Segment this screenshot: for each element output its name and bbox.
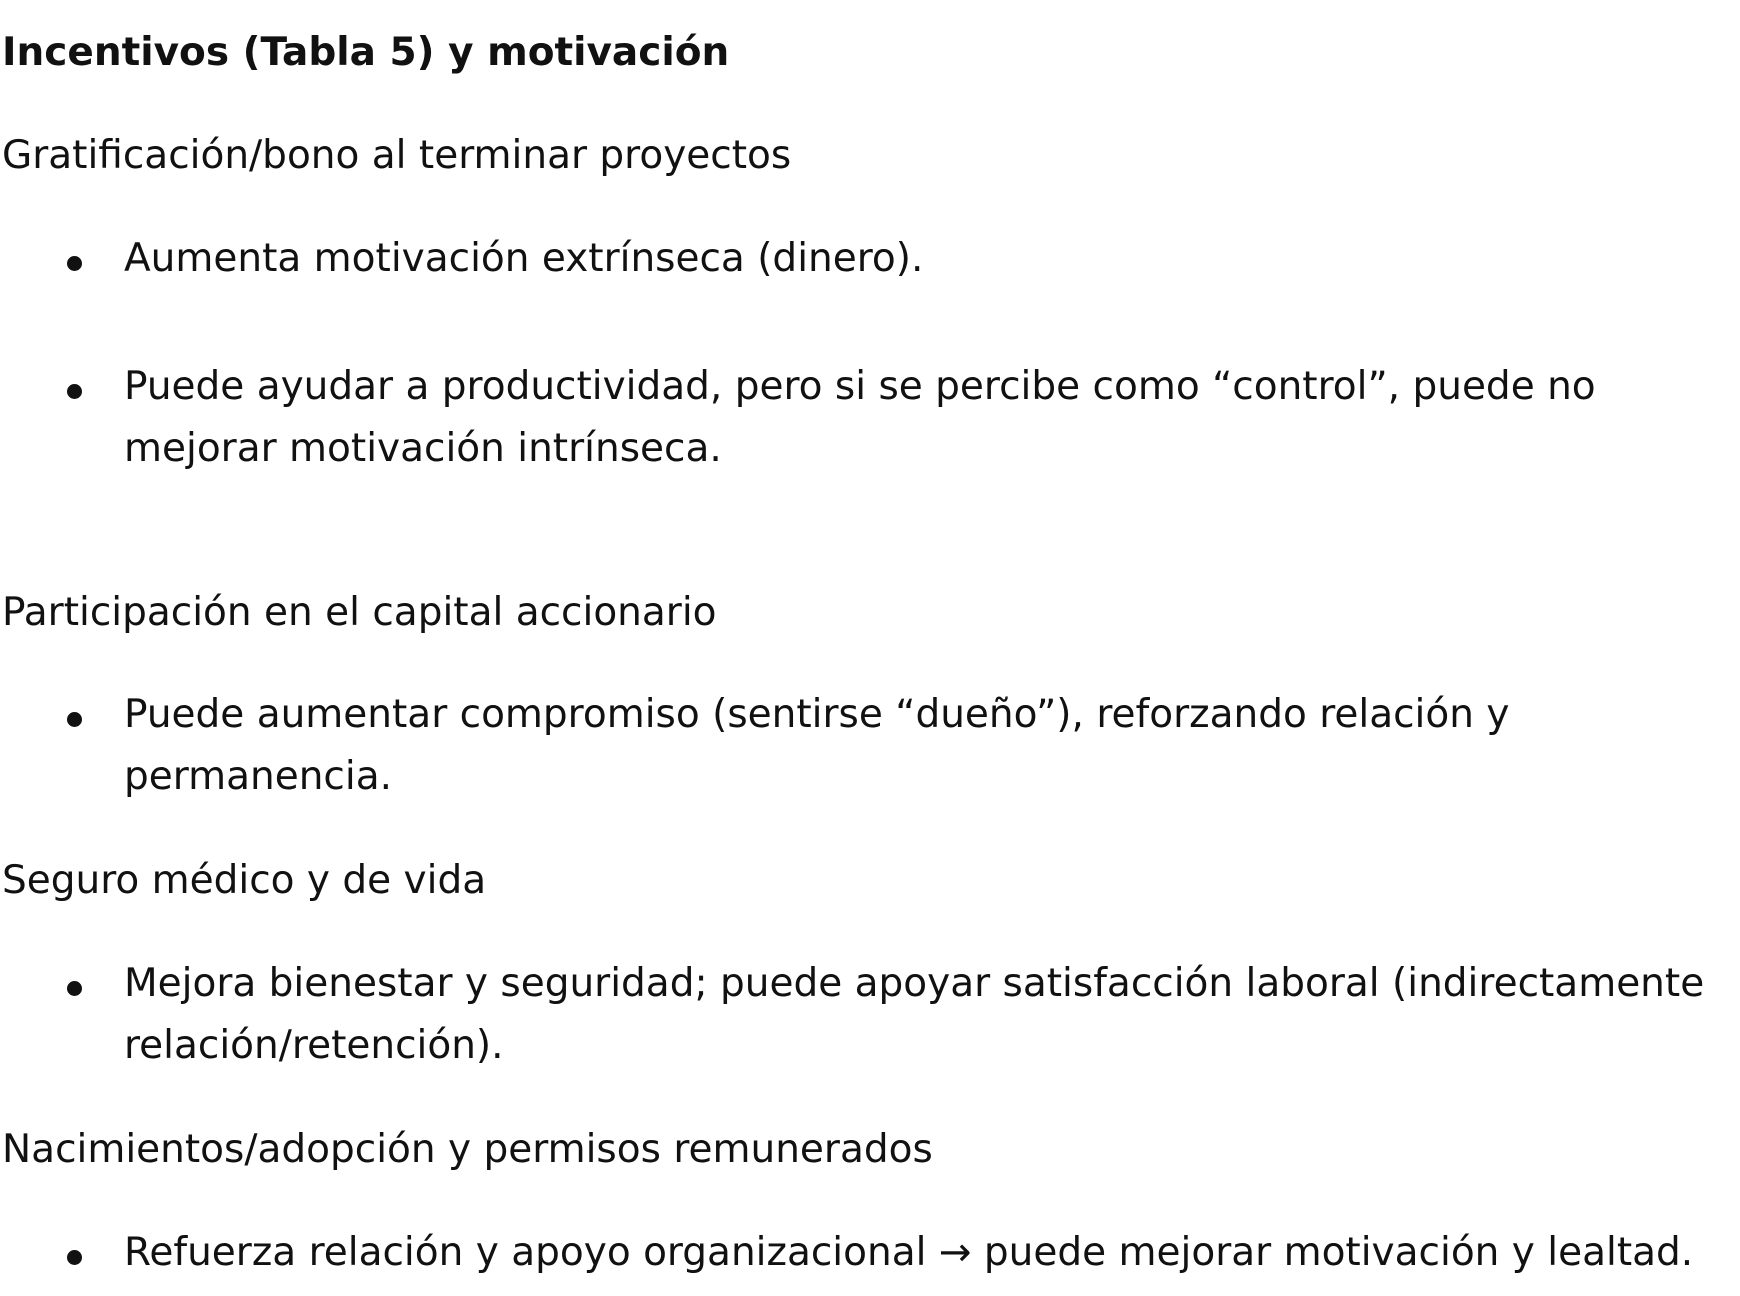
list-item xyxy=(2,228,1714,290)
bullet-icon xyxy=(67,384,82,399)
bullet-list-bonus xyxy=(2,228,1738,480)
document-title: Incentivos (Tabla 5) y motivación xyxy=(2,30,730,75)
list-item-text: Puede aumentar compromiso (sentirse “dueño”), reforzando relación y permanencia. xyxy=(124,692,1510,799)
list-item xyxy=(2,684,1714,808)
section-heading-insurance: Seguro médico y de vida xyxy=(2,858,487,903)
list-item-text: Puede ayudar a productividad, pero si se percibe como “control”, puede no mejorar motivación intrínseca. xyxy=(124,364,1596,471)
list-item xyxy=(2,356,1714,480)
list-item-text: Mejora bienestar y seguridad; puede apoyar satisfacción laboral (indirectamente relación/retención). xyxy=(124,961,1705,1068)
bullet-list-insurance xyxy=(2,953,1738,1077)
list-item-text: Refuerza relación y apoyo organizacional → puede mejorar motivación y lealtad. xyxy=(124,1230,1694,1275)
bullet-list-equity xyxy=(2,684,1738,808)
list-item-text: Aumenta motivación extrínseca (dinero). xyxy=(124,236,924,281)
bullet-icon xyxy=(67,981,82,996)
section-heading-bonus: Gratificación/bono al terminar proyectos xyxy=(2,133,792,178)
section-heading-equity: Participación en el capital accionario xyxy=(2,590,717,635)
list-item xyxy=(2,1222,1714,1284)
bullet-icon xyxy=(67,256,82,271)
bullet-icon xyxy=(67,712,82,727)
list-item xyxy=(2,953,1714,1077)
section-heading-leave: Nacimientos/adopción y permisos remunerados xyxy=(2,1127,933,1172)
bullet-icon xyxy=(67,1250,82,1265)
bullet-list-leave xyxy=(2,1222,1738,1284)
